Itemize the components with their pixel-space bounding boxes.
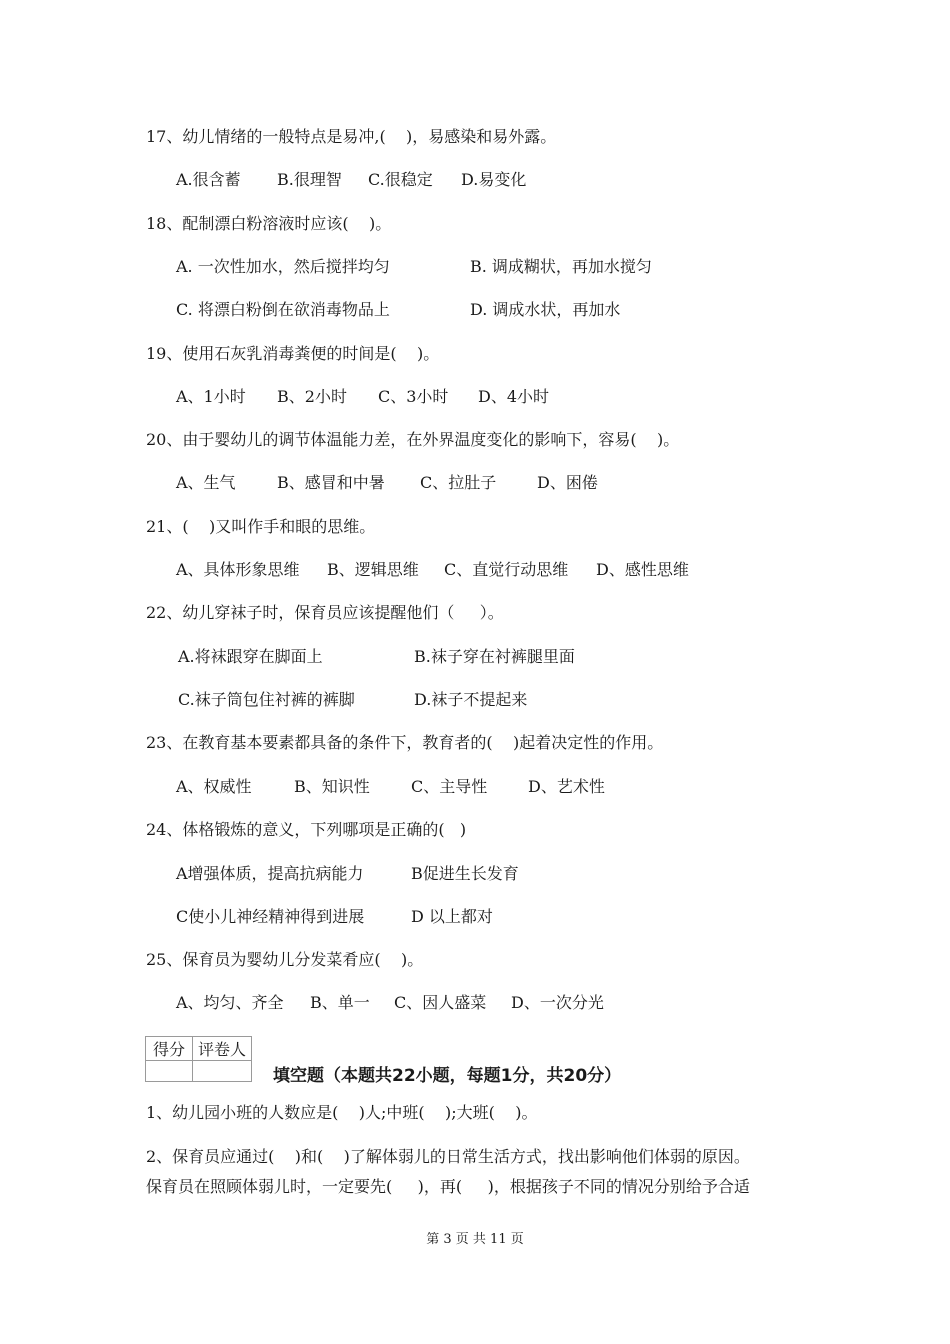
question-18-option-c: C. 将漂白粉倒在欲消毒物品上 bbox=[176, 300, 390, 319]
score-label: 得分 bbox=[146, 1037, 193, 1061]
question-17-option-b: B.很理智 bbox=[277, 170, 342, 189]
question-22-option-a: A.将袜跟穿在脚面上 bbox=[178, 647, 323, 666]
question-23-option-d: D、艺术性 bbox=[528, 777, 605, 796]
question-17-option-c: C.很稳定 bbox=[368, 170, 433, 189]
question-24-option-d: D 以上都对 bbox=[411, 907, 493, 926]
question-21-option-a: A、具体形象思维 bbox=[176, 560, 300, 579]
grader-cell bbox=[193, 1061, 252, 1082]
question-17-option-d: D.易变化 bbox=[461, 170, 527, 189]
question-24-option-c: C使小儿神经精神得到进展 bbox=[176, 907, 365, 926]
fill-question-2-continued: 保育员在照顾体弱儿时，一定要先( )，再( )，根据孩子不同的情况分别给予合适 bbox=[146, 1177, 750, 1196]
question-25-stem: 25、保育员为婴幼儿分发菜肴应( )。 bbox=[146, 950, 424, 969]
score-table bbox=[145, 1036, 252, 1082]
question-22-option-d: D.袜子不提起来 bbox=[414, 690, 528, 709]
question-21-stem: 21、( )又叫作手和眼的思维。 bbox=[146, 517, 376, 536]
fill-question-2: 2、保育员应通过( )和( )了解体弱儿的日常生活方式，找出影响他们体弱的原因。 bbox=[146, 1147, 750, 1166]
section-title: 填空题（本题共22小题，每题1分，共20分） bbox=[273, 1066, 622, 1086]
question-24-option-a: A增强体质，提高抗病能力 bbox=[176, 864, 364, 883]
question-23-option-a: A、权威性 bbox=[176, 777, 252, 796]
question-19-option-d: D、4小时 bbox=[478, 387, 550, 406]
question-21-option-d: D、感性思维 bbox=[596, 560, 689, 579]
question-21-option-b: B、逻辑思维 bbox=[327, 560, 419, 579]
question-17-option-a: A.很含蓄 bbox=[176, 170, 241, 189]
question-18-option-a: A. 一次性加水，然后搅拌均匀 bbox=[176, 257, 390, 276]
question-22-option-c: C.袜子筒包住衬裤的裤脚 bbox=[178, 690, 355, 709]
question-20-option-a: A、生气 bbox=[176, 473, 236, 492]
question-25-option-d: D、一次分光 bbox=[511, 993, 604, 1012]
question-20-option-c: C、拉肚子 bbox=[420, 473, 497, 492]
question-21-option-c: C、直觉行动思维 bbox=[444, 560, 569, 579]
question-19-option-a: A、1小时 bbox=[176, 387, 246, 406]
question-22-stem: 22、幼儿穿袜子时，保育员应该提醒他们（ ）。 bbox=[146, 603, 504, 622]
question-19-option-c: C、3小时 bbox=[378, 387, 449, 406]
question-19-stem: 19、使用石灰乳消毒粪便的时间是( )。 bbox=[146, 344, 440, 363]
question-18-stem: 18、配制漂白粉溶液时应该( )。 bbox=[146, 214, 392, 233]
question-20-stem: 20、由于婴幼儿的调节体温能力差，在外界温度变化的影响下，容易( )。 bbox=[146, 430, 680, 449]
question-23-option-c: C、主导性 bbox=[411, 777, 488, 796]
question-25-option-b: B、单一 bbox=[310, 993, 370, 1012]
fill-question-1: 1、幼儿园小班的人数应是( )人;中班( );大班( )。 bbox=[146, 1103, 538, 1122]
question-17-stem: 17、幼儿情绪的一般特点是易冲,( )，易感染和易外露。 bbox=[146, 127, 557, 146]
question-22-option-b: B.袜子穿在衬裤腿里面 bbox=[414, 647, 575, 666]
question-20-option-b: B、感冒和中暑 bbox=[277, 473, 385, 492]
page-footer: 第 3 页 共 11 页 bbox=[426, 1232, 524, 1247]
question-19-option-b: B、2小时 bbox=[277, 387, 347, 406]
question-23-stem: 23、在教育基本要素都具备的条件下，教育者的( )起着决定性的作用。 bbox=[146, 733, 664, 752]
question-20-option-d: D、困倦 bbox=[537, 473, 598, 492]
question-25-option-c: C、因人盛菜 bbox=[394, 993, 487, 1012]
score-cell bbox=[146, 1061, 193, 1082]
question-18-option-d: D. 调成水状，再加水 bbox=[470, 300, 621, 319]
grader-label: 评卷人 bbox=[193, 1037, 252, 1061]
question-25-option-a: A、均匀、齐全 bbox=[176, 993, 284, 1012]
question-24-option-b: B促进生长发育 bbox=[411, 864, 519, 883]
question-23-option-b: B、知识性 bbox=[294, 777, 370, 796]
question-18-option-b: B. 调成糊状，再加水搅匀 bbox=[470, 257, 652, 276]
question-24-stem: 24、体格锻炼的意义，下列哪项是正确的( ) bbox=[146, 820, 467, 839]
